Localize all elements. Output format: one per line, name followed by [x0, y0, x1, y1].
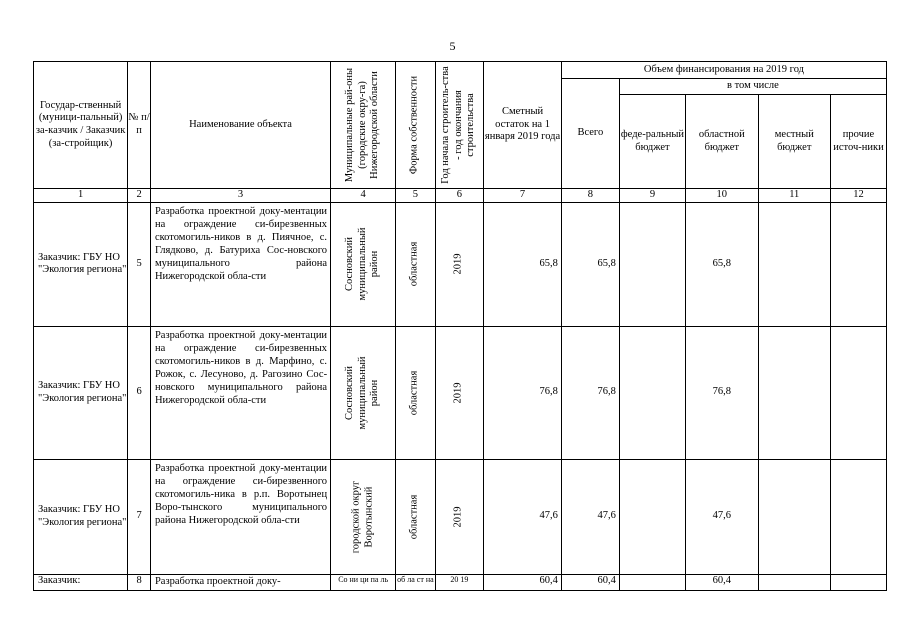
row-object: Разработка проектной доку-	[150, 574, 330, 590]
row-other	[830, 202, 886, 326]
row-year	[435, 459, 484, 574]
row-federal	[619, 202, 685, 326]
header-object-name: Наименование объекта	[150, 62, 330, 189]
row-total: 65,8	[561, 202, 619, 326]
header-years	[435, 62, 484, 189]
header-ownership-text: Форма собственности	[409, 75, 421, 175]
row-num: 6	[128, 326, 151, 459]
row-estimate: 60,4	[484, 574, 562, 590]
column-number: 3	[150, 189, 330, 203]
header-financing: Объем финансирования на 2019 год	[561, 62, 886, 79]
row-customer: Заказчик:	[34, 574, 128, 590]
column-number: 12	[830, 189, 886, 203]
row-regional: 47,6	[686, 459, 758, 574]
table-row	[34, 459, 887, 574]
column-number: 1	[34, 189, 128, 203]
row-federal	[619, 459, 685, 574]
row-year-text: 2019	[453, 506, 465, 528]
column-number: 2	[128, 189, 151, 203]
row-ownership	[396, 326, 435, 459]
row-district-text: Сосновский муниципальный район	[344, 356, 381, 430]
table-row	[34, 202, 887, 326]
row-ownership	[396, 202, 435, 326]
header-federal: феде-ральный бюджет	[619, 95, 685, 189]
row-year	[435, 202, 484, 326]
row-local	[758, 574, 830, 590]
row-year: 20 19	[435, 574, 484, 590]
row-regional: 60,4	[686, 574, 758, 590]
row-year-text: 2019	[453, 382, 465, 404]
row-other	[830, 574, 886, 590]
header-including: в том числе	[619, 79, 886, 95]
row-regional: 65,8	[686, 202, 758, 326]
row-district-text: городской округ Воротынский	[350, 480, 375, 553]
row-ownership-text: областная	[409, 494, 421, 539]
row-total: 47,6	[561, 459, 619, 574]
row-local	[758, 202, 830, 326]
header-ownership	[396, 62, 435, 189]
row-district	[331, 326, 396, 459]
column-number: 4	[331, 189, 396, 203]
row-year	[435, 326, 484, 459]
row-object: Разработка проектной доку-ментации на ограждение си-бирезвенного скотомогиль-ника в р.п. Воротынец Воро-тынского муниципального района Нижегородской обла-сти	[150, 459, 330, 574]
row-object: Разработка проектной доку-ментации на ограждение си-бирезвенных скотомогиль-ников в д. Пиячное, с. Глядково, д. Батуриха Сос-новского муниципального района Нижегородской обла-сти	[150, 202, 330, 326]
header-district-text: Муниципальные рай-оны (городские окру-га) Нижегородской области	[344, 67, 381, 183]
row-year-text: 2019	[453, 253, 465, 275]
header-total: Всего	[561, 79, 619, 189]
row-federal	[619, 326, 685, 459]
row-estimate: 65,8	[484, 202, 562, 326]
row-district-text: Сосновский муниципальный район	[344, 227, 381, 301]
table-row	[34, 326, 887, 459]
financing-table	[33, 61, 887, 591]
row-num: 5	[128, 202, 151, 326]
page-number: 5	[449, 39, 456, 53]
header-num: № п/п	[128, 62, 151, 189]
row-ownership: об ла ст на	[396, 574, 435, 590]
row-estimate: 47,6	[484, 459, 562, 574]
row-num: 8	[128, 574, 151, 590]
header-years-text: Год начала строитель-ства - год окончания строительства	[440, 66, 477, 184]
column-numbers-row	[34, 189, 887, 203]
row-other	[830, 459, 886, 574]
column-number: 8	[561, 189, 619, 203]
row-total: 60,4	[561, 574, 619, 590]
header-regional: областной бюджет	[686, 95, 758, 189]
column-number: 11	[758, 189, 830, 203]
row-local	[758, 326, 830, 459]
row-district	[331, 202, 396, 326]
row-customer: Заказчик: ГБУ НО "Экология региона"	[34, 459, 128, 574]
row-regional: 76,8	[686, 326, 758, 459]
row-ownership	[396, 459, 435, 574]
row-ownership-text: областная	[409, 370, 421, 415]
table-row	[34, 574, 887, 590]
header-district	[331, 62, 396, 189]
row-estimate: 76,8	[484, 326, 562, 459]
row-customer: Заказчик: ГБУ НО "Экология региона"	[34, 326, 128, 459]
row-object: Разработка проектной доку-ментации на ограждение си-бирезвенных скотомогиль-ников в д. Марфино, с. Рожок, с. Лесуново, д. Рагозино Сос-новского муниципального района Нижегородской обла-сти	[150, 326, 330, 459]
column-number: 10	[686, 189, 758, 203]
column-number: 6	[435, 189, 484, 203]
row-total: 76,8	[561, 326, 619, 459]
column-number: 9	[619, 189, 685, 203]
header-customer: Государ-ственный (муници-пальный) за-казчик / Заказчик (за-стройщик)	[34, 62, 128, 189]
row-customer: Заказчик: ГБУ НО "Экология региона"	[34, 202, 128, 326]
header-local: местный бюджет	[758, 95, 830, 189]
row-other	[830, 326, 886, 459]
column-number: 7	[484, 189, 562, 203]
row-district	[331, 459, 396, 574]
row-local	[758, 459, 830, 574]
header-other: прочие источ-ники	[830, 95, 886, 189]
row-ownership-text: областная	[409, 241, 421, 287]
row-federal	[619, 574, 685, 590]
header-estimate: Сметный остаток на 1 января 2019 года	[484, 62, 562, 189]
column-number: 5	[396, 189, 435, 203]
row-num: 7	[128, 459, 151, 574]
row-district: Со ни ци па ль	[331, 574, 396, 590]
